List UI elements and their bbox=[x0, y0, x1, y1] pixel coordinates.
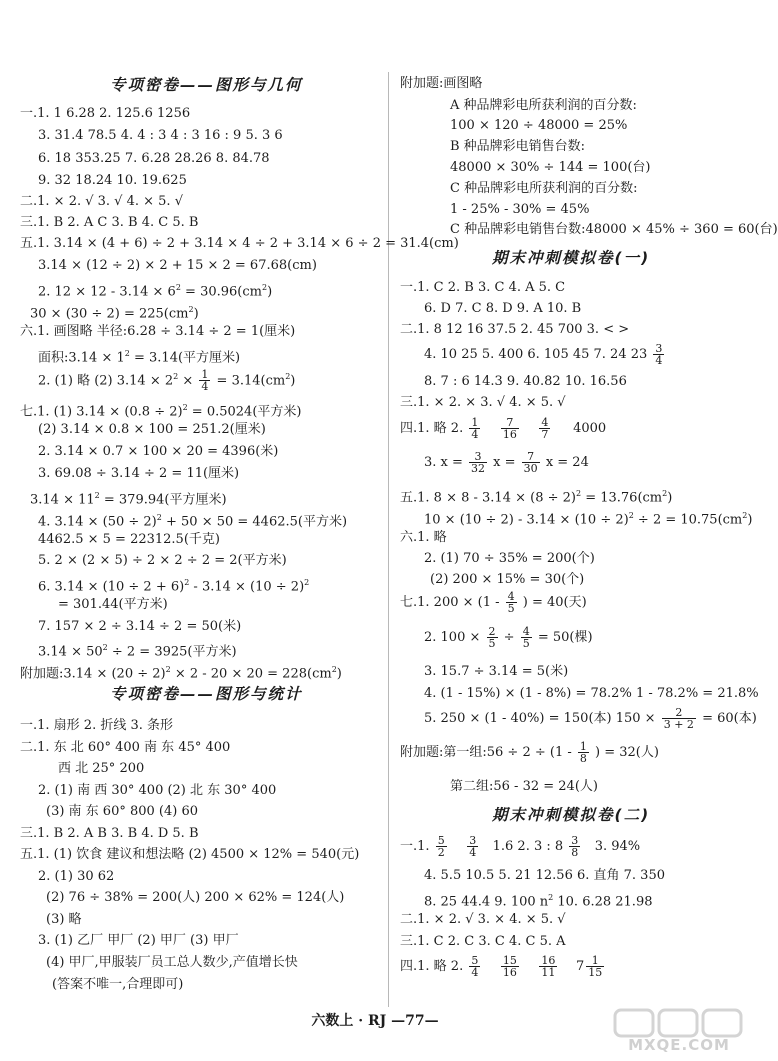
answer-line: $30 \times (30 \div 2) = 225(cm^2)$ bbox=[30, 305, 199, 322]
fraction: $\frac{5}{4}$ bbox=[471, 954, 479, 979]
answer-line: 一.1. 1 6.28 2. 125.6 1256 bbox=[20, 106, 191, 121]
answer-line: 七.1. (1) $3.14 \times (0.8 \div 2)^2 = 0.5024$(平方米) bbox=[20, 403, 302, 420]
answer-line: 3.14 × (12 ÷ 2) × 2 + 15 × 2 = 67.68(cm) bbox=[38, 258, 317, 273]
answer-line: (3) 略 bbox=[46, 912, 82, 927]
answer-line: 4462.5 × 5 = 22312.5(千克) bbox=[38, 532, 220, 547]
answer-line: 2. $12 \times 12 - 3.14 \times 6^2 = 30.96(cm^2)$ bbox=[38, 283, 273, 300]
fraction: $\frac{3}{4}$ bbox=[655, 342, 663, 367]
answer-line: B 种品牌彩电销售台数: bbox=[450, 139, 586, 154]
answer-line: 六.1. 略 bbox=[400, 530, 447, 545]
answer-line: 3. x = $\frac{3}{32}$ x = $\frac{7}{30}$ x = 24 bbox=[424, 450, 589, 475]
fraction: $\frac{7}{30}$ bbox=[523, 450, 538, 475]
fraction: $\frac{15}{16}$ bbox=[502, 954, 517, 979]
answer-line: (2) 76 ÷ 38% = 200(人) 200 × 62% = 124(人) bbox=[46, 890, 345, 905]
answer-line: 附加题:3.14 × $(20 \div 2)^2 \times 2 - 20 \times 20 = 228(cm^2)$ bbox=[20, 665, 342, 682]
answer-line: 2. 100 × $\frac{2}{5}$ ÷ $\frac{4}{5}$ = 50(棵) bbox=[424, 625, 593, 650]
answer-line: 2. (1) 30 62 bbox=[38, 869, 115, 884]
section-heading-statistics: 专项密卷——图形与统计 bbox=[110, 685, 303, 703]
answer-line: C 种品牌彩电所获利润的百分数: bbox=[450, 181, 638, 196]
fraction: $\frac{1}{4}$ bbox=[201, 368, 209, 394]
answer-line: 8. 25 44.4 9. 100 $n^2$ 10. 6.28 21.98 bbox=[424, 893, 653, 910]
answer-line: (2) 200 × 15% = 30(个) bbox=[430, 572, 585, 587]
answer-line: 西 北 25° 200 bbox=[58, 761, 145, 776]
answer-line: (3) 南 东 60° 800 (4) 60 bbox=[46, 804, 199, 819]
answer-line: 2. (1) 略 (2) $3.14 \times 2^2$ × $\frac{1}{4}$ = $3.14(cm^2)$ bbox=[38, 368, 296, 394]
answer-line: $3.14 \times 50^2 \div 2 = 3925$(平方米) bbox=[38, 643, 237, 660]
answer-line: 四.1. 略 2. $\frac{5}{4}$ $\frac{15}{16}$ $\frac{16}{11}$ 7 $\frac{1}{15}$ bbox=[400, 954, 603, 979]
fraction: $\frac{3}{4}$ bbox=[469, 834, 477, 859]
fraction: $\frac{16}{11}$ bbox=[541, 954, 556, 979]
section-heading-geometry: 专项密卷——图形与几何 bbox=[110, 76, 303, 94]
fraction: $\frac{5}{2}$ bbox=[437, 834, 445, 859]
section-heading-mock-exam-2: 期末冲刺模拟卷(二) bbox=[492, 806, 651, 824]
answer-line: 2. 3.14 × 0.7 × 100 × 20 = 4396(米) bbox=[38, 444, 279, 459]
page-footer: 六数上 · RJ —77— bbox=[311, 1013, 439, 1029]
fraction: $\frac{4}{5}$ bbox=[507, 590, 515, 615]
answer-line: 3. (1) 乙厂 甲厂 (2) 甲厂 (3) 甲厂 bbox=[38, 933, 239, 948]
fraction: $\frac{2}{3 + 2}$ bbox=[663, 706, 694, 731]
answer-line: 6. $3.14 \times (10 \div 2 + 6)^2 - 3.14 \times (10 \div 2)^2$ bbox=[38, 578, 310, 595]
answer-line: 一.1. $\frac{5}{2}$ $\frac{3}{4}$ 1.6 2. 3 : 8 $\frac{3}{8}$ 3. 94% bbox=[400, 834, 641, 859]
answer-line: 9. 32 18.24 10. 19.625 bbox=[38, 173, 187, 188]
answer-line: 三.1. B 2. A B 3. B 4. D 5. B bbox=[20, 826, 199, 841]
fraction: $\frac{3}{8}$ bbox=[571, 834, 579, 859]
answer-line: 二.1. 8 12 16 37.5 2. 45 700 3. < > bbox=[400, 322, 630, 337]
answer-line: 六.1. 画图略 半径:6.28 ÷ 3.14 ÷ 2 = 1(厘米) bbox=[20, 324, 296, 339]
answer-line: 2. (1) 南 西 30° 400 (2) 北 东 30° 400 bbox=[38, 783, 277, 798]
answer-line: 7. 157 × 2 ÷ 3.14 ÷ 2 = 50(米) bbox=[38, 619, 242, 634]
answer-line: 面积:3.14 × $1^2 = 3.14$(平方厘米) bbox=[38, 349, 241, 366]
answer-line: 附加题:画图略 bbox=[400, 76, 483, 91]
answer-line: 100 × 120 ÷ 48000 = 25% bbox=[450, 118, 628, 133]
answer-line: 8. 7 : 6 14.3 9. 40.82 10. 16.56 bbox=[424, 374, 627, 389]
answer-line: $10 \times (10 \div 2) - 3.14 \times (10 \div 2)^2 \div 2 = 10.75(cm^2)$ bbox=[424, 511, 753, 528]
answer-line: 附加题:第一组:56 ÷ 2 ÷ (1 - $\frac{1}{8}$ ) = 32(人) bbox=[400, 740, 659, 765]
fraction: $\frac{3}{32}$ bbox=[471, 450, 486, 475]
answer-line: 5. 2 × (2 × 5) ÷ 2 × 2 ÷ 2 = 2(平方米) bbox=[38, 553, 287, 568]
answer-line: 6. D 7. C 8. D 9. A 10. B bbox=[424, 301, 582, 316]
answer-line: 一.1. 扇形 2. 折线 3. 条形 bbox=[20, 718, 174, 733]
fraction: $\frac{4}{7}$ bbox=[541, 416, 549, 441]
answer-line: 五.1. 3.14 × (4 + 6) ÷ 2 + 3.14 × 4 ÷ 2 + 3.14 × 6 ÷ 2 = 31.4(cm) bbox=[20, 236, 459, 251]
answer-line: (4) 甲厂,甲服装厂员工总人数少,产值增长快 bbox=[46, 955, 298, 970]
fraction: $\frac{1}{15}$ bbox=[588, 954, 603, 979]
answer-line: 4. (1 - 15%) × (1 - 8%) = 78.2% 1 - 78.2% = 21.8% bbox=[424, 686, 759, 701]
answer-line: 五.1. $8 \times 8 - 3.14 \times (8 \div 2)^2 = 13.76(cm^2)$ bbox=[400, 489, 673, 506]
fraction: $\frac{7}{16}$ bbox=[502, 416, 517, 441]
answer-line: 三.1. B 2. A C 3. B 4. C 5. B bbox=[20, 215, 199, 230]
answer-line: 5. 250 × (1 - 40%) = 150(本) 150 × $\frac{2}{3 + 2}$ = 60(本) bbox=[424, 706, 757, 731]
answer-line: 三.1. C 2. C 3. C 4. C 5. A bbox=[400, 934, 566, 949]
watermark-text: MXQE.COM bbox=[628, 1036, 730, 1054]
answer-line: 6. 18 353.25 7. 6.28 28.26 8. 84.78 bbox=[38, 151, 270, 166]
answer-line: 4. 5.5 10.5 5. 21 12.56 6. 直角 7. 350 bbox=[424, 868, 665, 883]
answer-line: C 种品牌彩电销售台数:48000 × 45% ÷ 360 = 60(台) bbox=[450, 222, 778, 237]
answer-line: 七.1. 200 × (1 - $\frac{4}{5}$ ) = 40(天) bbox=[400, 590, 587, 615]
fraction: $\frac{2}{5}$ bbox=[488, 625, 496, 650]
answer-line: 3. 15.7 ÷ 3.14 = 5(米) bbox=[424, 664, 569, 679]
fraction: $\frac{1}{8}$ bbox=[579, 740, 587, 765]
column-divider bbox=[388, 72, 389, 1007]
answer-line: 三.1. × 2. × 3. √ 4. × 5. √ bbox=[400, 395, 566, 410]
answer-line: 二.1. 东 北 60° 400 南 东 45° 400 bbox=[20, 740, 231, 755]
answer-line: 第二组:56 - 32 = 24(人) bbox=[450, 779, 598, 794]
answer-line: 一.1. C 2. B 3. C 4. A 5. C bbox=[400, 280, 566, 295]
answer-line: 3. 31.4 78.5 4. 4 : 3 4 : 3 16 : 9 5. 3 6 bbox=[38, 128, 283, 143]
answer-line: 四.1. 略 2. $\frac{1}{4}$ $\frac{7}{16}$ $\frac{4}{7}$ 4000 bbox=[400, 416, 607, 441]
answer-line: 48000 × 30% ÷ 144 = 100(台) bbox=[450, 160, 651, 175]
answer-line: 1 - 25% - 30% = 45% bbox=[450, 202, 590, 217]
answer-line: A 种品牌彩电所获利润的百分数: bbox=[450, 98, 637, 113]
answer-line: 二.1. × 2. √ 3. × 4. × 5. √ bbox=[400, 912, 566, 927]
answer-line: (2) 3.14 × 0.8 × 100 = 251.2(厘米) bbox=[38, 422, 266, 437]
answer-line: 2. (1) 70 ÷ 35% = 200(个) bbox=[424, 551, 595, 566]
fraction: $\frac{1}{4}$ bbox=[471, 416, 479, 441]
answer-line: $3.14 \times 11^2 = 379.94$(平方厘米) bbox=[30, 491, 227, 508]
answer-line: 4. 10 25 5. 400 6. 105 45 7. 24 23 $\frac{3}{4}$ bbox=[424, 342, 663, 367]
answer-note: (答案不唯一,合理即可) bbox=[52, 977, 184, 992]
fraction: $\frac{4}{5}$ bbox=[522, 625, 530, 650]
section-heading-mock-exam-1: 期末冲刺模拟卷(一) bbox=[492, 249, 651, 267]
answer-line: 二.1. × 2. √ 3. √ 4. × 5. √ bbox=[20, 194, 183, 209]
answer-line: 3. 69.08 ÷ 3.14 ÷ 2 = 11(厘米) bbox=[38, 466, 240, 481]
answer-line: 4. $3.14 \times (50 \div 2)^2 + 50 \times 50 = 4462.5$(平方米) bbox=[38, 513, 348, 530]
answer-line: = 301.44(平方米) bbox=[58, 597, 168, 612]
answer-line: 五.1. (1) 饮食 建议和想法略 (2) 4500 × 12% = 540(元) bbox=[20, 847, 360, 862]
